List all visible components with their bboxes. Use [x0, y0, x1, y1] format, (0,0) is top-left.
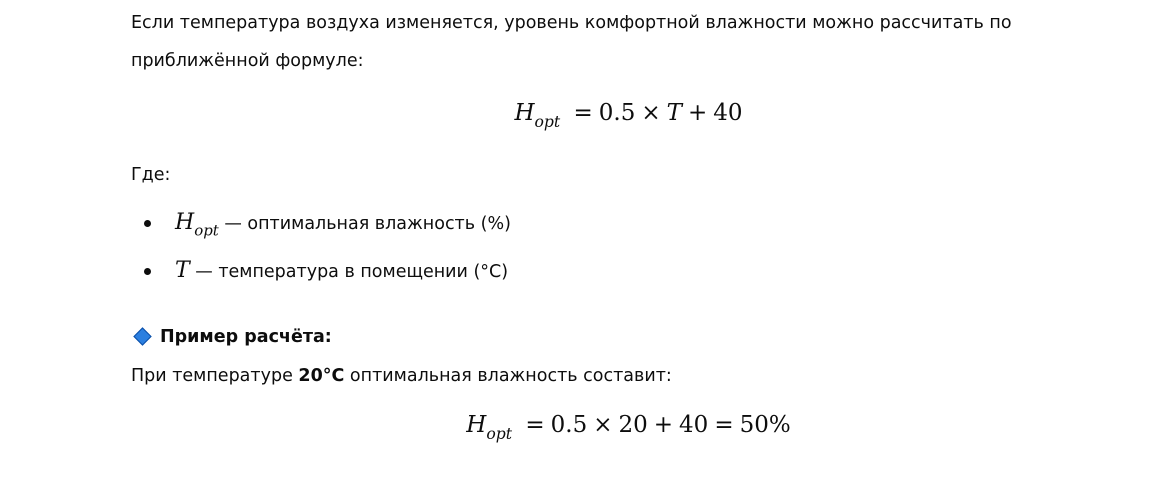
formula-constant: 40 — [713, 100, 743, 126]
formula-times: × — [641, 100, 661, 126]
example-text: При температуре 20°C оптимальная влажность составит: — [131, 366, 672, 386]
where-label: Где: — [131, 165, 171, 185]
formula-times: × — [593, 412, 613, 438]
example-heading-text: Пример расчёта: — [160, 327, 332, 347]
example-temperature: 20°C — [298, 366, 345, 386]
formula-variable: H — [514, 100, 535, 126]
formula-constant: 40 — [679, 412, 709, 438]
intro-line-1: Если температура воздуха изменяется, уровень комфортной влажности можно рассчитать по — [131, 13, 1012, 33]
formula-coefficient: 0.5 — [598, 100, 636, 126]
terms-list — [131, 201, 511, 297]
list-item — [131, 249, 511, 297]
blue-diamond-icon — [133, 327, 151, 345]
formula-coefficient: 0.5 — [550, 412, 588, 438]
intro-line-2: приближённой формуле: — [131, 51, 364, 71]
formula-equals: = — [525, 412, 545, 438]
formula-plus: + — [688, 100, 708, 126]
formula-equals: = — [714, 412, 734, 438]
term-symbol: $H_{opt}$ — [175, 210, 219, 240]
formula-variable: H — [466, 412, 487, 438]
list-item — [131, 201, 511, 249]
bullet-icon — [144, 268, 151, 275]
formula-temperature-value: 20 — [618, 412, 648, 438]
example-formula — [131, 412, 1126, 444]
formula-subscript: opt — [534, 112, 561, 132]
term-description: — температура в помещении (°C) — [189, 262, 509, 282]
example-heading — [131, 320, 332, 354]
humidity-formula — [131, 100, 1126, 132]
formula-temperature: T — [666, 100, 682, 126]
formula-subscript: opt — [486, 424, 513, 444]
bullet-icon — [144, 220, 151, 227]
formula-plus: + — [653, 412, 674, 438]
formula-equals: = — [573, 100, 593, 126]
term-symbol: T — [175, 258, 190, 283]
term-description: — оптимальная влажность (%) — [218, 214, 511, 234]
formula-result: 50% — [739, 412, 791, 438]
